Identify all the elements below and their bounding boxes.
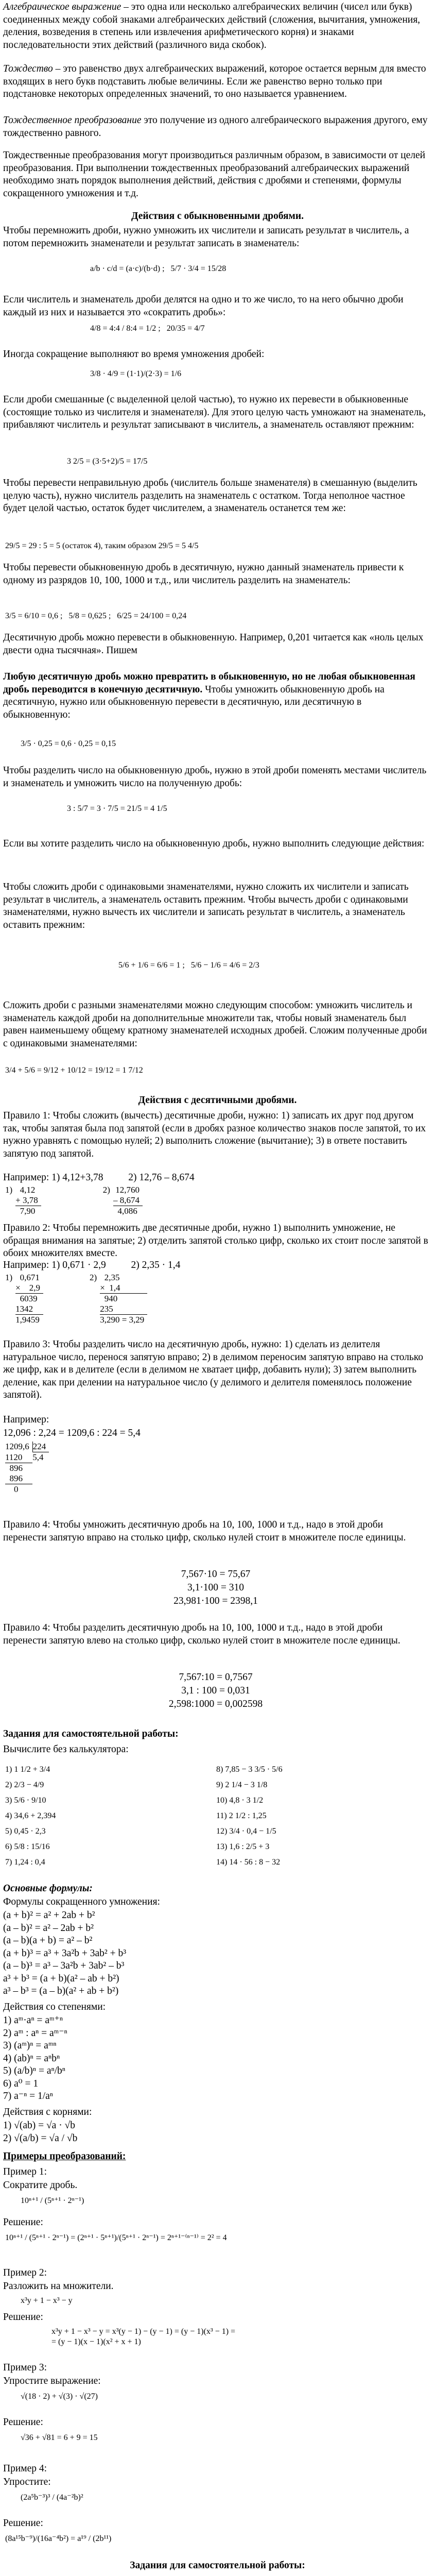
example-3-expression: √(18 · 2) + √(3) · √(27) <box>21 2392 98 2401</box>
tasks2-title: Задания для самостоятельной работы: <box>130 2560 305 2571</box>
column-divide: 1209,6 224 1120 5,4 896 896 0 <box>5 1442 49 1495</box>
decimal-example-4c: 23,981·100 = 2398,1 <box>173 1596 258 1606</box>
formulas-title: Основные формулы: <box>3 1883 93 1894</box>
formulas-powers-list: 1) aᵐ·aⁿ = aᵐ⁺ⁿ 2) aᵐ : aⁿ = aᵐ⁻ⁿ 3) (aᵐ)ⁿ = aᵐⁿ 4) (ab)ⁿ = aⁿbⁿ 5) (a/b)ⁿ = aⁿ/bⁿ 6) a⁰ = 1 7) a⁻ⁿ = 1/aⁿ <box>3 2015 67 2102</box>
formula-decimal: 3/5 = 6/10 = 0,6 ; 5/8 = 0,625 ; 6/25 = 24/100 = 0,24 <box>5 612 187 620</box>
formulas-short-title: Формулы сокращенного умножения: <box>3 1896 160 1907</box>
formula-divide: 3 : 5/7 = 3 · 7/5 = 21/5 = 4 1/5 <box>67 804 167 813</box>
example-2-task: Разложить на множители. <box>3 2281 114 2292</box>
column-multiply: 1) 0,671 2) 2,35 × 2,9 × 1,4 6039 940 1342 235 1,9459 3,290 = 3,29 <box>5 1273 147 1325</box>
example-4-solution: (8a¹⁵b⁻⁹)/(16a⁻⁴b²) = a¹⁹ / (2b¹¹) <box>5 2534 112 2543</box>
example-4-label: Пример 4: <box>3 2463 47 2474</box>
term: Тождество <box>3 63 53 74</box>
formulas-roots-title: Действия с корнями: <box>3 2107 92 2117</box>
paragraph-transformation <box>3 114 428 140</box>
tasks-title: Задания для самостоятельной работы: <box>3 1728 179 1739</box>
decimal-rule-1: Правило 1: Чтобы сложить (вычесть) десятичные дроби, нужно: 1) записать их друг под другом так, чтобы запятая была под запятой (если в дробях разное количество знаков после запятой, то их нужно уравнять с помощью нулей; 2) выполнить сложение (вычитание); 3) в ответе поставить запятую под запятой. <box>3 1110 426 1159</box>
decimal-example-5b: 3,1 : 100 = 0,031 <box>181 1685 250 1696</box>
example-1-solution: 10ⁿ⁺¹ / (5ⁿ⁺¹ · 2ⁿ⁻¹) = (2ⁿ⁺¹ · 5ⁿ⁺¹)/(5ⁿ⁺¹ · 2ⁿ⁻¹) = 2ⁿ⁺¹⁻⁽ⁿ⁻¹⁾ = 2² = 4 <box>5 2233 227 2242</box>
fractions-rule-divide: Чтобы разделить число на обыкновенную дробь, нужно в этой дроби поменять местами числитель и знаменатель и умножить число на полученную дробь: <box>3 765 427 789</box>
fractions-rule-mixed: Если дроби смешанные (с выделенной целой частью), то нужно их перевести в обыкновенные (состоящие только из числителя и знаменателя). Для этого целую часть умножают на знаменатель, прибавляют числитель и результат записывают в числитель, а знаменатель оставляют прежним: <box>3 394 426 430</box>
bold-note: Любую десятичную дробь можно превратить в обыкновенную, но не любая обыкновенная дробь переводится в конечную десятичную. <box>3 671 415 695</box>
text: это получение из одного алгебраического выражения другого, ему тождественно равного. <box>3 115 428 139</box>
formula-cancel: 3/8 · 4/9 = (1·1)/(2·3) = 1/6 <box>90 369 182 378</box>
formula-improper: 29/5 = 29 : 5 = 5 (остаток 4), таким образом 29/5 = 5 4/5 <box>5 541 199 550</box>
decimal-rule-2: Правило 2: Чтобы перемножить две десятичные дроби, нужно 1) выполнить умножение, не обращая внимания на запятые; 2) отделить запятой столько цифр, сколько их стоит после запятой в обоих множителях вместе. <box>3 1223 428 1259</box>
example-3-solution-label: Решение: <box>3 2417 43 2428</box>
decimal-example-3-label: Например: <box>3 1414 49 1425</box>
decimal-example-5c: 2,598:1000 = 0,002598 <box>168 1699 263 1709</box>
tasks-left-column: 1) 1 1/2 + 3/4 2) 2/3 − 4/9 3) 5/6 · 9/10 4) 34,6 + 2,394 5) 0,45 · 2,3 6) 5/8 : 15/16 7) 1,24 : 0,4 <box>5 1765 56 1867</box>
formula-mixed: 3 2/5 = (3·5+2)/5 = 17/5 <box>67 457 148 466</box>
example-4-solution-label: Решение: <box>3 2518 43 2529</box>
decimal-example-4b: 3,1·100 = 310 <box>187 1582 245 1593</box>
example-1-solution-label: Решение: <box>3 2217 43 2228</box>
fractions-rule-divide-2: Если вы хотите разделить число на обыкновенную дробь, нужно выполнить следующие действия: <box>3 838 425 849</box>
fractions-rule-multiply: Чтобы перемножить дроби, нужно умножить их числители и записать результат в числитель, а потом перемножить знаменатели и результат записать в знаменатель: <box>3 225 409 249</box>
example-4-expression: (2a⁵b⁻³)³ / (4a⁻²b)² <box>21 2493 83 2502</box>
paragraph-identity <box>3 63 428 101</box>
section-title-fractions: Действия с обыкновенными дробями. <box>131 211 304 222</box>
formula-reduce: 4/8 = 4:4 / 8:4 = 1/2 ; 20/35 = 4/7 <box>90 324 205 333</box>
decimal-example-2: Например: 1) 0,671 · 2,9 2) 2,35 · 1,4 <box>3 1260 181 1270</box>
fractions-rule-improper: Чтобы перевести неправильную дробь (числитель больше знаменателя) в смешанную (выделить целую часть), нужно числитель разделить на знаменатель с остатком. Тогда неполное частное будет целой частью, остаток будет числителем, а знаменатель останется тем же: <box>3 478 417 514</box>
decimal-example-4a: 7,567·10 = 75,67 <box>181 1569 251 1580</box>
fractions-rule-decimal: Чтобы перевести обыкновенную дробь в десятичную, нужно данный знаменатель привести к одному из разрядов 10, 100, 1000 и т.д., или числитель разделить на знаменатель: <box>3 562 404 586</box>
example-4-task: Упростите: <box>3 2477 51 2487</box>
fractions-rule-any-decimal <box>3 671 428 721</box>
examples-title: Примеры преобразований: <box>3 2151 126 2162</box>
example-3-label: Пример 3: <box>3 2362 47 2373</box>
term: Тождественное преобразование <box>3 115 142 126</box>
section-title-decimals: Действия с десятичными дробями. <box>138 1095 297 1106</box>
example-3-solution: √36 + √81 = 6 + 9 = 15 <box>21 2433 98 2442</box>
formulas-roots-list: 1) √(ab) = √a · √b 2) √(a/b) = √a / √b <box>3 2120 78 2144</box>
column-add: 1) 4,12 2) 12,760 + 3,78 – 8,674 7,90 4,086 <box>5 1185 143 1216</box>
fractions-rule-add-same: Чтобы сложить дроби с одинаковыми знаменателями, нужно сложить их числители и записать результат в числитель, а знаменатель оставить прежним. Чтобы вычесть дроби с одинаковыми знаменателями, нужно вычесть их числители и записать результат в числитель, а знаменатель оставить прежним: <box>3 882 409 930</box>
example-2-expression: x³y + 1 − x³ − y <box>21 2296 73 2305</box>
example-2-solution: x³y + 1 − x³ − y = x³(y − 1) − (y − 1) = (y − 1)(x³ − 1) = = (y − 1)(x − 1)(x² + x + 1) <box>51 2327 236 2346</box>
formula-multiply: a/b · c/d = (a·c)/(b·d) ; 5/7 · 3/4 = 15/28 <box>90 264 227 273</box>
term: Алгебраическое выражение <box>3 2 121 12</box>
tasks-instruction: Вычислите без калькулятора: <box>3 1744 129 1755</box>
decimal-rule-3: Правило 3: Чтобы разделить число на десятичную дробь, нужно: 1) сделать из делителя натуральное число, перенося запятую вправо; 2) в делимом переносим запятую вправо на столько же цифр, как и в делителе (если в делимом не хватает цифр, добавить нули); 3) затем выполнить деление, как при делении на натуральное число (у делимого и делителя поменялось положение запятой). <box>3 1339 423 1400</box>
paragraph-transformations <box>3 149 428 200</box>
decimal-rule-5: Правило 4: Чтобы разделить десятичную дробь на 10, 100, 1000 и т.д., надо в этой дроби перенести запятую влево на столько цифр, сколько нулей стоит в множителе после единицы. <box>3 1622 401 1646</box>
fractions-rule-reduce: Если числитель и знаменатель дроби делятся на одно и то же число, то на него обычно дроби каждый из них и называется это «сократить дробь»: <box>3 294 404 318</box>
example-2-solution-label: Решение: <box>3 2312 43 2323</box>
example-1-expression: 10ⁿ⁺¹ / (5ⁿ⁺¹ · 2ⁿ⁻¹) <box>21 2196 84 2205</box>
text: – это одна или несколько алгебраических величин (чисел или букв) соединенных между собой знаками алгебраических действий (сложения, вычитания, умножения, деления, возведения в степень или извлечения арифметического корня) и знаками последовательности этих действий (различного вида скобок). <box>3 2 421 50</box>
text: – это равенство двух алгебраических выражений, которое остается верным для вместо входящих в него букв подставить любые величины. Если же равенство верно только при подстановке некоторых определенных значений, то оно называется уравнением. <box>3 63 426 99</box>
formula-mixed-multiply: 3/5 · 0,25 = 0,6 · 0,25 = 0,15 <box>21 739 116 748</box>
example-2-label: Пример 2: <box>3 2267 47 2278</box>
fractions-rule-add-diff: Сложить дроби с разными знаменателями можно следующим способом: умножить числитель и знаменатель каждой дроби на дополнительные множители так, чтобы новый знаменатель был равен наименьшему общему кратному знаменателей исходных дробей. Сложим полученные дроби с одинаковыми знаменателями: <box>3 1000 427 1049</box>
formulas-short-list: (a + b)² = a² + 2ab + b² (a – b)² = a² – 2ab + b² (a – b)(a + b) = a² – b² (a + b)³ = a³ + 3a²b + 3ab² + b³ (a – b)³ = a³ – 3a²b + 3ab² – b³ a³ + b³ = (a + b)(a² – ab + b²) a³ – b³ = (a – b)(a² + ab + b²) <box>3 1910 127 1996</box>
formulas-powers-title: Действия со степенями: <box>3 2002 106 2012</box>
decimal-example-1: Например: 1) 4,12+3,78 2) 12,76 – 8,674 <box>3 1172 195 1183</box>
decimal-rule-4: Правило 4: Чтобы умножить десятичную дробь на 10, 100, 1000 и т.д., надо в этой дроби перенести запятую вправо на столько цифр, сколько нулей стоит в множителе после единицы. <box>3 1519 406 1543</box>
paragraph-algebraic-expression <box>3 1 428 52</box>
formula-add-same: 5/6 + 1/6 = 6/6 = 1 ; 5/6 − 1/6 = 4/6 = 2/3 <box>118 961 259 970</box>
example-1-label: Пример 1: <box>3 2166 47 2177</box>
text: Чтобы умножить обыкновенную дробь на десятичную, нужно или обыкновенную перевести в десятичную, или десятичную в обыкновенную: <box>3 684 385 720</box>
text: Тождественные преобразования могут производиться различным образом, в зависимости от целей преобразования. При выполнении тождественных преобразований алгебраических выражений необходимо знать порядок выполнения действий, действия с дробями и степенями, формулы сокращенного умножения и т.д. <box>3 150 426 199</box>
example-1-task: Сократите дробь. <box>3 2180 78 2191</box>
fractions-rule-decimal-to-fraction: Десятичную дробь можно перевести в обыкновенную. Например, 0,201 читается как «ноль целых двести одна тысячная». Пишем <box>3 632 424 656</box>
decimal-example-5a: 7,567:10 = 0,7567 <box>179 1672 253 1683</box>
example-3-task: Упростите выражение: <box>3 2376 101 2386</box>
formula-add-diff: 3/4 + 5/6 = 9/12 + 10/12 = 19/12 = 1 7/12 <box>5 1066 143 1075</box>
tasks-right-column: 8) 7,85 − 3 3/5 · 5/6 9) 2 1/4 − 3 1/8 10) 4,8 · 3 1/2 11) 2 1/2 : 1,25 12) 3/4 · 0,4 − 1/5 13) 1,6 : 2/5 + 3 14) 14 · 56 : 8 − 32 <box>216 1765 283 1867</box>
decimal-example-3: 12,096 : 2,24 = 1209,6 : 224 = 5,4 <box>3 1428 141 1438</box>
fractions-rule-cancel: Иногда сокращение выполняют во время умножения дробей: <box>3 349 265 360</box>
